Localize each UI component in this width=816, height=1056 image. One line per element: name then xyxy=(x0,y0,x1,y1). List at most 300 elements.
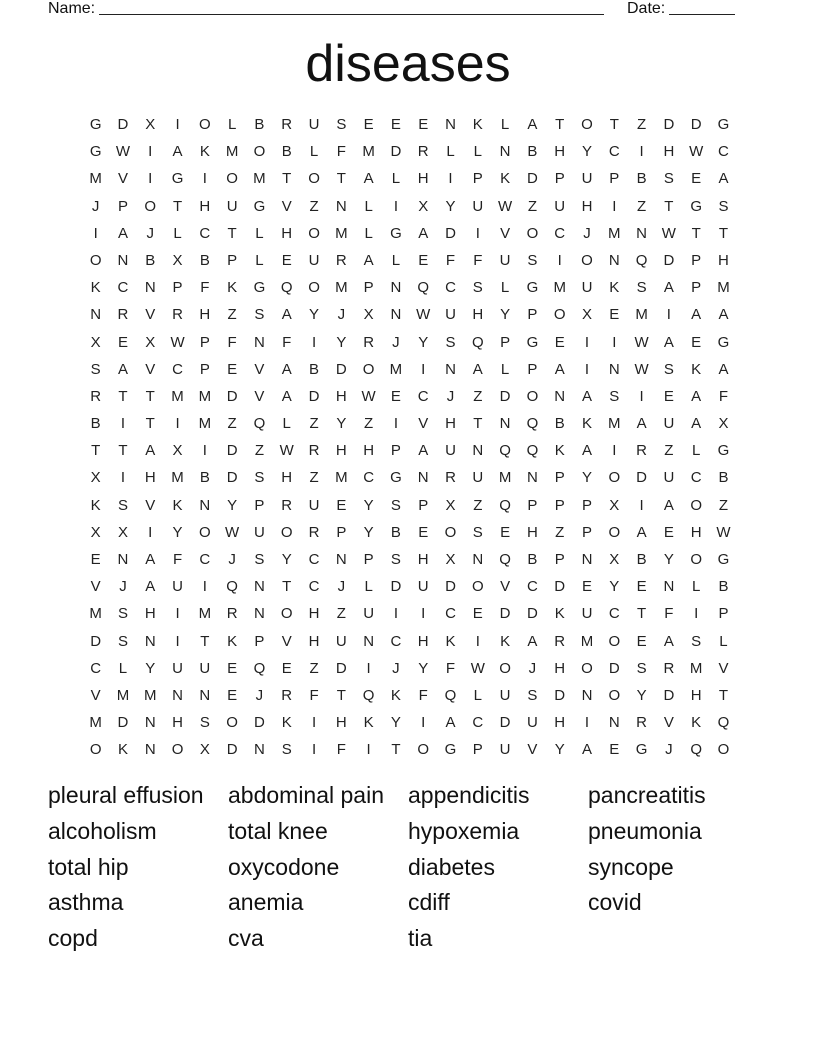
grid-letter[interactable]: I xyxy=(639,387,644,405)
grid-letter[interactable]: M xyxy=(89,714,102,732)
grid-letter[interactable]: S xyxy=(199,714,210,732)
grid-letter[interactable]: I xyxy=(475,632,480,650)
grid-letter[interactable]: Z xyxy=(718,496,729,514)
grid-letter[interactable]: O xyxy=(362,360,375,378)
grid-letter[interactable]: F xyxy=(200,279,210,297)
grid-letter[interactable]: M xyxy=(335,279,348,297)
grid-letter[interactable]: D xyxy=(226,387,238,405)
grid-letter[interactable]: M xyxy=(335,224,348,242)
grid-letter[interactable]: Z xyxy=(473,387,483,405)
grid-letter[interactable]: H xyxy=(199,306,211,324)
grid-letter[interactable]: X xyxy=(363,306,374,324)
grid-letter[interactable]: T xyxy=(664,197,674,215)
grid-letter[interactable]: U xyxy=(308,251,320,269)
grid-letter[interactable]: B xyxy=(527,551,538,568)
grid-letter[interactable]: U xyxy=(581,279,593,297)
grid-letter[interactable]: E xyxy=(363,116,374,133)
grid-letter[interactable]: R xyxy=(636,442,647,460)
grid-letter[interactable]: K xyxy=(691,360,702,378)
grid-letter[interactable]: F xyxy=(227,333,237,351)
grid-letter[interactable]: F xyxy=(172,551,183,568)
grid-letter[interactable]: U xyxy=(172,578,183,596)
grid-letter[interactable]: X xyxy=(90,523,101,541)
grid-letter[interactable]: H xyxy=(281,469,293,487)
grid-letter[interactable]: E xyxy=(281,659,292,677)
grid-letter[interactable]: S xyxy=(472,279,483,297)
grid-letter[interactable]: Y xyxy=(418,333,429,351)
grid-letter[interactable]: K xyxy=(90,496,101,514)
grid-letter[interactable]: N xyxy=(254,578,265,596)
grid-letter[interactable]: P xyxy=(554,170,565,188)
grid-letter[interactable]: G xyxy=(526,333,539,351)
grid-letter[interactable]: M xyxy=(253,170,266,188)
grid-letter[interactable]: D xyxy=(226,442,238,460)
grid-letter[interactable]: L xyxy=(473,686,482,704)
grid-letter[interactable]: O xyxy=(226,170,238,188)
grid-letter[interactable]: G xyxy=(717,333,730,351)
grid-letter[interactable]: R xyxy=(281,686,293,704)
grid-letter[interactable]: E xyxy=(390,116,401,133)
grid-letter[interactable]: O xyxy=(581,251,593,269)
grid-letter[interactable]: O xyxy=(608,523,621,541)
grid-letter[interactable]: R xyxy=(226,605,238,623)
grid-letter[interactable]: V xyxy=(145,496,156,514)
grid-letter[interactable]: I xyxy=(120,415,126,433)
grid-letter[interactable]: A xyxy=(472,360,483,378)
grid-letter[interactable]: E xyxy=(390,387,401,405)
grid-letter[interactable]: I xyxy=(612,197,617,215)
grid-letter[interactable]: E xyxy=(418,251,429,269)
grid-letter[interactable]: V xyxy=(663,714,674,732)
grid-letter[interactable]: A xyxy=(636,415,647,433)
grid-letter[interactable]: I xyxy=(148,523,153,541)
grid-letter[interactable]: E xyxy=(663,523,674,541)
grid-letter[interactable]: W xyxy=(470,659,485,677)
grid-letter[interactable]: A xyxy=(281,306,292,324)
grid-letter[interactable]: S xyxy=(117,605,128,623)
grid-letter[interactable]: I xyxy=(421,360,426,378)
grid-letter[interactable]: B xyxy=(90,415,101,433)
grid-letter[interactable]: C xyxy=(90,659,102,677)
grid-letter[interactable]: O xyxy=(89,251,102,269)
grid-letter[interactable]: I xyxy=(311,333,317,351)
grid-letter[interactable]: X xyxy=(145,116,156,133)
grid-letter[interactable]: U xyxy=(526,714,538,732)
grid-letter[interactable]: A xyxy=(117,360,128,378)
grid-letter[interactable]: D xyxy=(636,469,647,487)
grid-letter[interactable]: U xyxy=(663,415,675,433)
grid-letter[interactable]: S xyxy=(254,469,265,487)
grid-letter[interactable]: I xyxy=(175,605,180,623)
grid-letter[interactable]: E xyxy=(117,333,128,351)
grid-letter[interactable]: L xyxy=(500,279,510,297)
grid-letter[interactable]: A xyxy=(581,387,592,405)
grid-letter[interactable]: S xyxy=(90,360,101,378)
grid-letter[interactable]: S xyxy=(527,251,538,269)
grid-letter[interactable]: P xyxy=(581,523,592,541)
grid-letter[interactable]: O xyxy=(690,551,703,568)
grid-letter[interactable]: P xyxy=(199,333,210,351)
grid-letter[interactable]: K xyxy=(117,741,128,759)
grid-letter[interactable]: X xyxy=(418,197,429,215)
grid-letter[interactable]: S xyxy=(117,632,128,650)
grid-letter[interactable]: I xyxy=(666,306,671,324)
grid-letter[interactable]: M xyxy=(389,360,403,378)
grid-letter[interactable]: E xyxy=(609,741,620,759)
grid-letter[interactable]: M xyxy=(89,605,102,623)
grid-letter[interactable]: C xyxy=(199,224,211,242)
grid-letter[interactable]: O xyxy=(608,686,621,704)
grid-letter[interactable]: O xyxy=(308,279,320,297)
name-field[interactable] xyxy=(48,0,604,18)
grid-letter[interactable]: A xyxy=(663,632,674,650)
grid-letter[interactable]: T xyxy=(718,686,729,704)
grid-letter[interactable]: X xyxy=(445,496,456,514)
grid-letter[interactable]: H xyxy=(308,605,320,623)
grid-letter[interactable]: X xyxy=(199,741,210,759)
grid-letter[interactable]: N xyxy=(581,686,593,704)
grid-letter[interactable]: H xyxy=(335,387,347,405)
grid-letter[interactable]: D xyxy=(499,605,511,623)
grid-letter[interactable]: G xyxy=(717,551,730,568)
grid-letter[interactable]: N xyxy=(636,224,647,242)
grid-letter[interactable]: P xyxy=(199,360,210,378)
grid-letter[interactable]: F xyxy=(445,659,456,677)
grid-letter[interactable]: X xyxy=(117,523,128,541)
grid-letter[interactable]: P xyxy=(363,551,374,568)
grid-letter[interactable]: Z xyxy=(555,523,565,541)
grid-letter[interactable]: Q xyxy=(717,714,730,732)
grid-letter[interactable]: Y xyxy=(418,659,429,677)
grid-letter[interactable]: A xyxy=(663,333,674,351)
grid-letter[interactable]: P xyxy=(554,496,565,514)
grid-letter[interactable]: B xyxy=(254,116,265,133)
grid-letter[interactable]: N xyxy=(417,469,429,487)
grid-letter[interactable]: A xyxy=(145,578,156,596)
grid-letter[interactable]: I xyxy=(175,415,180,433)
grid-letter[interactable]: Q xyxy=(499,496,511,514)
grid-letter[interactable]: N xyxy=(363,632,375,650)
grid-letter[interactable]: R xyxy=(281,496,293,514)
grid-letter[interactable]: I xyxy=(421,605,426,623)
grid-letter[interactable]: M xyxy=(608,224,621,242)
grid-letter[interactable]: U xyxy=(308,496,320,514)
grid-letter[interactable]: V xyxy=(254,360,265,378)
grid-letter[interactable]: B xyxy=(527,143,538,161)
grid-letter[interactable]: Z xyxy=(309,659,319,677)
grid-letter[interactable]: O xyxy=(199,523,211,541)
grid-letter[interactable]: K xyxy=(363,714,374,732)
grid-letter[interactable]: X xyxy=(445,551,456,568)
grid-letter[interactable]: Y xyxy=(500,306,511,324)
grid-letter[interactable]: Y xyxy=(581,469,592,487)
grid-letter[interactable]: P xyxy=(336,523,347,541)
grid-letter[interactable]: E xyxy=(227,686,238,704)
grid-letter[interactable]: E xyxy=(500,523,511,541)
grid-letter[interactable]: Q xyxy=(226,578,238,596)
grid-letter[interactable]: Q xyxy=(362,686,375,704)
grid-letter[interactable]: T xyxy=(91,442,101,460)
grid-letter[interactable]: R xyxy=(308,442,320,460)
grid-letter[interactable]: M xyxy=(171,469,184,487)
grid-letter[interactable]: D xyxy=(554,578,566,596)
grid-letter[interactable]: H xyxy=(281,224,293,242)
grid-letter[interactable]: C xyxy=(608,143,620,161)
grid-letter[interactable]: S xyxy=(636,659,647,677)
grid-letter[interactable]: I xyxy=(639,143,644,161)
grid-letter[interactable]: X xyxy=(172,251,183,269)
grid-letter[interactable]: O xyxy=(417,741,430,759)
grid-letter[interactable]: H xyxy=(144,469,156,487)
grid-letter[interactable]: R xyxy=(90,387,102,405)
grid-letter[interactable]: A xyxy=(117,224,128,242)
grid-letter[interactable]: I xyxy=(202,578,207,596)
grid-letter[interactable]: E xyxy=(227,659,238,677)
grid-letter[interactable]: Y xyxy=(172,523,183,541)
grid-letter[interactable]: L xyxy=(473,143,482,161)
grid-letter[interactable]: A xyxy=(718,306,729,324)
grid-letter[interactable]: A xyxy=(718,170,729,188)
grid-letter[interactable]: L xyxy=(255,224,264,242)
grid-letter[interactable]: J xyxy=(392,333,400,351)
grid-letter[interactable]: D xyxy=(445,224,456,242)
grid-letter[interactable]: M xyxy=(171,387,184,405)
grid-letter[interactable]: H xyxy=(718,251,729,269)
grid-letter[interactable]: V xyxy=(418,415,429,433)
grid-letter[interactable]: H xyxy=(690,686,702,704)
grid-letter[interactable]: U xyxy=(254,523,265,541)
grid-letter[interactable]: K xyxy=(472,116,483,133)
grid-letter[interactable]: I xyxy=(393,415,398,433)
grid-letter[interactable]: A xyxy=(418,442,429,460)
grid-letter[interactable]: D xyxy=(663,686,675,704)
grid-letter[interactable]: G xyxy=(717,116,730,133)
grid-letter[interactable]: G xyxy=(89,116,102,133)
grid-letter[interactable]: A xyxy=(636,523,647,541)
grid-letter[interactable]: E xyxy=(418,116,429,133)
grid-letter[interactable]: I xyxy=(448,170,453,188)
grid-letter[interactable]: N xyxy=(526,469,538,487)
grid-letter[interactable]: P xyxy=(554,469,565,487)
grid-letter[interactable]: K xyxy=(445,632,456,650)
grid-letter[interactable]: I xyxy=(612,442,617,460)
grid-letter[interactable]: H xyxy=(417,551,429,568)
grid-letter[interactable]: D xyxy=(390,143,402,161)
grid-letter[interactable]: F xyxy=(336,741,346,759)
grid-letter[interactable]: M xyxy=(362,143,375,161)
grid-letter[interactable]: V xyxy=(90,578,101,596)
grid-letter[interactable]: R xyxy=(445,469,456,487)
grid-letter[interactable]: B xyxy=(199,251,210,269)
grid-letter[interactable]: O xyxy=(499,659,511,677)
grid-letter[interactable]: H xyxy=(554,659,566,677)
grid-letter[interactable]: Q xyxy=(690,741,703,759)
grid-letter[interactable]: K xyxy=(554,442,565,460)
grid-letter[interactable]: C xyxy=(172,360,183,378)
grid-letter[interactable]: P xyxy=(254,632,265,650)
grid-letter[interactable]: H xyxy=(199,197,211,215)
grid-letter[interactable]: O xyxy=(526,387,539,405)
grid-letter[interactable]: X xyxy=(90,469,101,487)
grid-letter[interactable]: D xyxy=(499,714,511,732)
grid-letter[interactable]: S xyxy=(254,551,265,568)
grid-letter[interactable]: O xyxy=(253,143,266,161)
grid-letter[interactable]: S xyxy=(472,523,483,541)
grid-letter[interactable]: R xyxy=(417,143,429,161)
grid-letter[interactable]: H xyxy=(581,197,593,215)
grid-letter[interactable]: O xyxy=(171,741,184,759)
grid-letter[interactable]: X xyxy=(609,496,620,514)
grid-letter[interactable]: H xyxy=(417,632,429,650)
grid-letter[interactable]: H xyxy=(472,306,484,324)
grid-letter[interactable]: M xyxy=(198,415,212,433)
grid-letter[interactable]: U xyxy=(335,632,347,650)
grid-letter[interactable]: Q xyxy=(526,442,539,460)
grid-letter[interactable]: J xyxy=(665,741,673,759)
grid-letter[interactable]: M xyxy=(635,306,648,324)
grid-letter[interactable]: D xyxy=(608,659,620,677)
grid-letter[interactable]: G xyxy=(635,741,648,759)
grid-letter[interactable]: Z xyxy=(227,415,237,433)
grid-letter[interactable]: N xyxy=(254,333,265,351)
grid-letter[interactable]: S xyxy=(691,632,702,650)
grid-letter[interactable]: P xyxy=(500,333,511,351)
grid-letter[interactable]: J xyxy=(255,686,264,704)
grid-letter[interactable]: P xyxy=(554,551,565,568)
grid-letter[interactable]: T xyxy=(282,578,292,596)
grid-letter[interactable]: M xyxy=(717,279,730,297)
grid-letter[interactable]: U xyxy=(472,469,484,487)
grid-letter[interactable]: U xyxy=(445,442,456,460)
grid-letter[interactable]: E xyxy=(663,387,674,405)
grid-letter[interactable]: L xyxy=(391,251,401,269)
grid-letter[interactable]: E xyxy=(691,333,702,351)
grid-letter[interactable]: M xyxy=(225,143,239,161)
grid-letter[interactable]: Y xyxy=(445,197,456,215)
grid-letter[interactable]: U xyxy=(226,197,238,215)
grid-letter[interactable]: Q xyxy=(499,551,511,568)
grid-letter[interactable]: N xyxy=(144,279,156,297)
grid-letter[interactable]: M xyxy=(335,469,348,487)
grid-letter[interactable]: D xyxy=(526,605,538,623)
grid-letter[interactable]: R xyxy=(308,523,320,541)
grid-letter[interactable]: D xyxy=(90,632,102,650)
grid-letter[interactable]: G xyxy=(717,442,730,460)
grid-letter[interactable]: O xyxy=(717,741,730,759)
grid-letter[interactable]: U xyxy=(663,469,675,487)
grid-letter[interactable]: A xyxy=(172,143,183,161)
grid-letter[interactable]: B xyxy=(636,551,647,568)
grid-letter[interactable]: I xyxy=(421,714,426,732)
grid-letter[interactable]: I xyxy=(120,469,126,487)
date-field[interactable] xyxy=(627,0,735,18)
grid-letter[interactable]: C xyxy=(117,279,129,297)
grid-letter[interactable]: I xyxy=(639,496,644,514)
grid-letter[interactable]: I xyxy=(612,333,617,351)
grid-letter[interactable]: Y xyxy=(309,306,320,324)
grid-letter[interactable]: Y xyxy=(581,143,592,161)
grid-letter[interactable]: Q xyxy=(499,442,511,460)
grid-letter[interactable]: K xyxy=(500,170,511,188)
grid-letter[interactable]: I xyxy=(557,251,562,269)
grid-letter[interactable]: P xyxy=(227,251,238,269)
grid-letter[interactable]: U xyxy=(581,605,593,623)
grid-letter[interactable]: N xyxy=(117,551,129,568)
grid-letter[interactable]: T xyxy=(145,387,155,405)
grid-letter[interactable]: T xyxy=(172,197,183,215)
grid-letter[interactable]: A xyxy=(281,387,292,405)
grid-letter[interactable]: B xyxy=(199,469,210,487)
grid-letter[interactable]: I xyxy=(393,605,398,623)
grid-letter[interactable]: J xyxy=(146,224,154,242)
grid-letter[interactable]: I xyxy=(148,143,153,161)
grid-letter[interactable]: Y xyxy=(281,551,292,568)
grid-letter[interactable]: R xyxy=(636,714,647,732)
grid-letter[interactable]: N xyxy=(554,387,566,405)
grid-letter[interactable]: T xyxy=(118,442,128,460)
grid-letter[interactable]: D xyxy=(226,741,238,759)
grid-letter[interactable]: N xyxy=(199,686,211,704)
grid-letter[interactable]: N xyxy=(117,251,129,269)
grid-letter[interactable]: M xyxy=(89,170,102,188)
grid-letter[interactable]: N xyxy=(254,741,265,759)
grid-letter[interactable]: Z xyxy=(309,469,319,487)
grid-letter[interactable]: V xyxy=(527,741,538,759)
grid-letter[interactable]: S xyxy=(117,496,128,514)
grid-letter[interactable]: N xyxy=(472,442,484,460)
grid-letter[interactable]: S xyxy=(336,116,347,133)
grid-letter[interactable]: G xyxy=(690,197,703,215)
grid-letter[interactable]: P xyxy=(418,496,429,514)
grid-letter[interactable]: G xyxy=(444,741,457,759)
grid-letter[interactable]: G xyxy=(390,469,402,487)
grid-letter[interactable]: A xyxy=(691,415,702,433)
grid-letter[interactable]: B xyxy=(636,170,647,188)
grid-letter[interactable]: C xyxy=(445,279,456,297)
grid-letter[interactable]: S xyxy=(254,306,265,324)
grid-letter[interactable]: H xyxy=(526,523,538,541)
grid-letter[interactable]: T xyxy=(473,415,483,433)
grid-letter[interactable]: I xyxy=(202,442,207,460)
grid-letter[interactable]: V xyxy=(145,306,156,324)
grid-letter[interactable]: A xyxy=(663,496,674,514)
grid-letter[interactable]: Z xyxy=(309,197,319,215)
grid-letter[interactable]: Q xyxy=(253,415,266,433)
grid-letter[interactable]: K xyxy=(581,415,592,433)
grid-letter[interactable]: Y xyxy=(390,714,401,732)
grid-letter[interactable]: O xyxy=(444,523,457,541)
grid-letter[interactable]: R xyxy=(663,659,675,677)
grid-letter[interactable]: Y xyxy=(554,741,565,759)
grid-letter[interactable]: A xyxy=(691,306,702,324)
grid-letter[interactable]: R xyxy=(172,306,183,324)
grid-letter[interactable]: G xyxy=(253,279,266,297)
grid-letter[interactable]: R xyxy=(281,116,293,133)
grid-letter[interactable]: I xyxy=(694,605,699,623)
grid-letter[interactable]: B xyxy=(281,143,292,161)
grid-letter[interactable]: J xyxy=(446,387,455,405)
grid-letter[interactable]: N xyxy=(90,306,102,324)
grid-letter[interactable]: C xyxy=(308,578,320,596)
grid-letter[interactable]: M xyxy=(198,605,212,623)
grid-letter[interactable]: P xyxy=(527,360,538,378)
grid-letter[interactable]: M xyxy=(143,686,157,704)
grid-letter[interactable]: G xyxy=(171,170,184,188)
grid-letter[interactable]: Y xyxy=(336,333,347,351)
grid-letter[interactable]: P xyxy=(472,741,483,759)
grid-letter[interactable]: M xyxy=(553,279,566,297)
grid-letter[interactable]: O xyxy=(144,197,157,215)
